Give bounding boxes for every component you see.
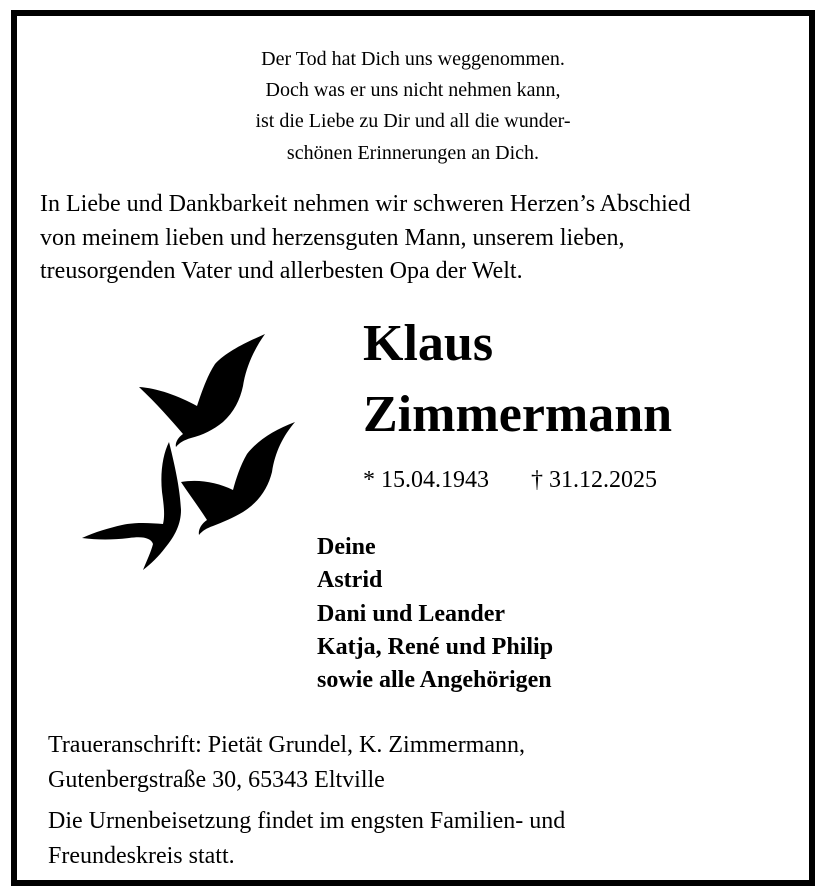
poem-line-1: Der Tod hat Dich uns weggenommen. (261, 48, 565, 70)
obituary-frame (11, 10, 815, 886)
intro-line-3: treusorgenden Vater und allerbesten Opa der Welt. (40, 258, 523, 285)
mourning-address (48, 728, 525, 798)
poem (17, 44, 809, 169)
birth-date: * 15.04.1943 (363, 467, 489, 493)
funeral-line-2: Freundeskreis statt. (48, 843, 235, 869)
address-line-2: Gutenbergstraße 30, 65343 Eltville (48, 767, 385, 793)
family-line-2: Astrid (317, 567, 383, 594)
bird-top-icon (139, 334, 265, 447)
family-signature (317, 531, 553, 697)
three-flying-birds-icon (67, 334, 297, 574)
intro-text (40, 188, 800, 289)
death-date: † 31.12.2025 (531, 467, 657, 493)
family-line-3: Dani und Leander (317, 600, 506, 627)
family-line-5: sowie alle Angehörigen (317, 667, 552, 694)
bird-right-icon (181, 422, 295, 535)
family-line-4: Katja, René und Philip (317, 633, 554, 660)
deceased-first-name: Klaus (363, 315, 494, 372)
funeral-notice (48, 804, 565, 874)
life-dates (363, 466, 657, 495)
bird-bottom-icon (82, 442, 181, 570)
poem-line-3: ist die Liebe zu Dir und all die wunder- (255, 110, 571, 133)
address-line-1: Traueranschrift: Pietät Grundel, K. Zimmermann, (48, 732, 525, 758)
deceased-last-name: Zimmermann (363, 386, 673, 443)
funeral-line-1: Die Urnenbeisetzung findet im engsten Familien- und (48, 808, 566, 834)
poem-line-2: Doch was er uns nicht nehmen kann, (265, 79, 561, 102)
intro-line-1: In Liebe und Dankbarkeit nehmen wir schweren Herzen’s Abschied (40, 191, 691, 217)
intro-line-2: von meinem lieben und herzensguten Mann, unserem lieben, (40, 224, 625, 251)
family-line-1: Deine (317, 534, 376, 560)
poem-line-4: schönen Erinnerungen an Dich. (286, 141, 540, 164)
